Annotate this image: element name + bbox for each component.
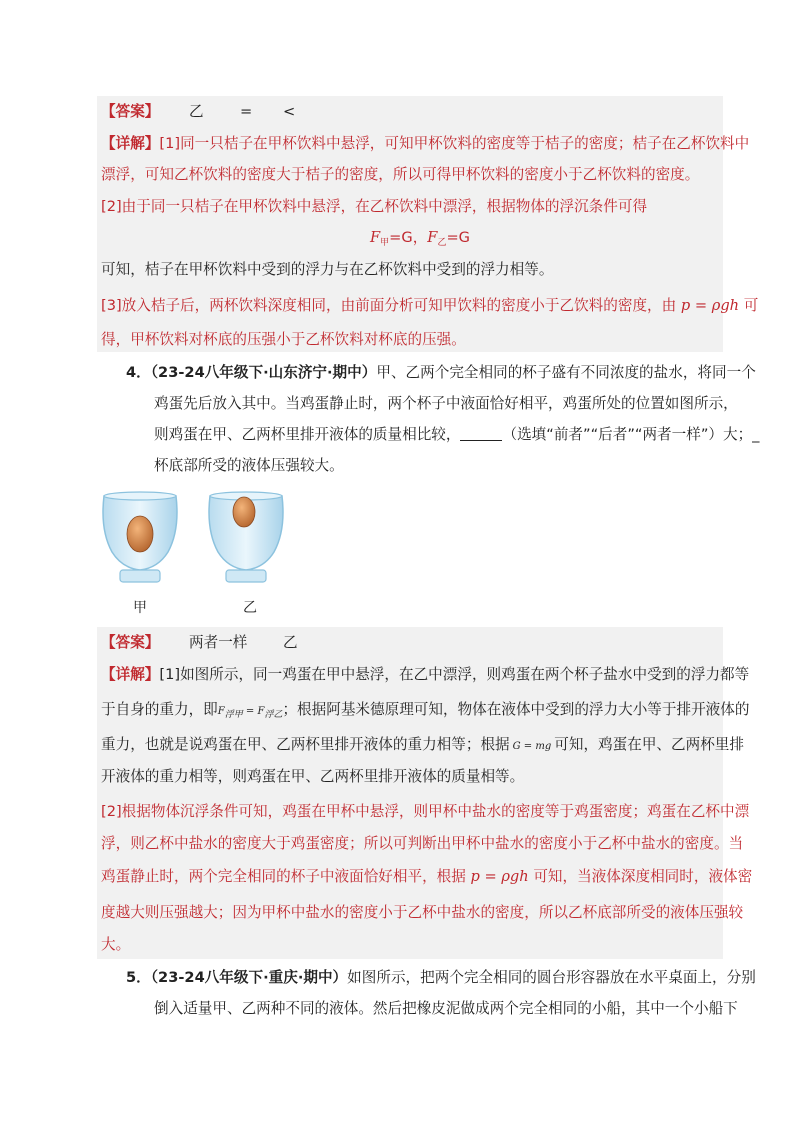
cup-a: [103, 492, 177, 582]
answer-value-3: <: [283, 103, 296, 120]
figure-egg-cups: [98, 490, 288, 590]
question-5-line-1: 5．（23-24八年级下·重庆·期中）如图所示，把两个完全相同的圆台形容器放在水平桌面上，分别: [126, 969, 756, 986]
detail2-line-4: 开液体的重力相等，则鸡蛋在甲、乙两杯里排开液体的质量相等。: [101, 768, 525, 785]
answer-tag: 【答案】: [101, 103, 160, 120]
detail2-line-7: 鸡蛋静止时，两个完全相同的杯子中液面恰好相平，根据 p = ρgh 可知，当液体深度相同时，液体密: [101, 868, 753, 885]
detail-line-1: 【详解】[1]同一只桔子在甲杯饮料中悬浮，可知甲杯饮料的密度等于桔子的密度；桔子在乙杯饮料中: [101, 135, 750, 152]
detail2-line-1: 【详解】[1]如图所示，同一鸡蛋在甲中悬浮，在乙中漂浮，则鸡蛋在两个杯子盐水中受到的浮力都等: [101, 666, 750, 683]
question-4-line-4: 杯底部所受的液体压强较大。: [154, 457, 344, 474]
question-4-line-3: 则鸡蛋在甲、乙两杯里排开液体的质量相比较， （选填“前者”“后者”“两者一样”）大；_: [154, 426, 760, 443]
detail-tag: 【详解】: [101, 135, 160, 152]
formula-buoyancy: $F_甲=G$，$F_乙=G$: [370, 229, 470, 248]
answer-line-1: [101, 102, 159, 122]
detail2-line-3: 重力，也就是说鸡蛋在甲、乙两杯里排开液体的重力相等；根据 G = mg 可知，鸡蛋在甲、乙两杯里排: [101, 736, 744, 753]
answer2-line: 【答案】: [101, 634, 160, 651]
fill-blank-1[interactable]: [460, 426, 502, 441]
detail2-line-8: 度越大则压强越大；因为甲杯中盐水的密度小于乙杯中盐水的密度，所以乙杯底部所受的液体压强较: [101, 904, 744, 921]
detail2-line-5: [2]根据物体沉浮条件可知，鸡蛋在甲杯中悬浮，则甲杯中盐水的密度等于鸡蛋密度；鸡蛋在乙杯中漂: [101, 803, 750, 820]
detail-line-6: [3]放入桔子后，两杯饮料深度相同，由前面分析可知甲饮料的密度小于乙饮料的密度，由 p = ρgh 可: [101, 297, 759, 314]
answer-value-2: =: [240, 103, 253, 120]
egg-a: [127, 516, 153, 552]
cup-b: [209, 492, 283, 582]
detail2-line-9: 大。: [101, 936, 131, 953]
answer2-value-1: 两者一样: [189, 634, 248, 651]
figure-caption-a: 甲: [133, 600, 147, 616]
egg-b: [233, 497, 255, 527]
detail2-line-2: 于自身的重力，即F浮甲 = F浮乙；根据阿基米德原理可知，物体在液体中受到的浮力大小等于排开液体的: [101, 701, 750, 720]
answer-value-1: 乙: [189, 103, 204, 120]
detail-line-3: [2]由于同一只桔子在甲杯饮料中悬浮，在乙杯饮料中漂浮，根据物体的浮沉条件可得: [101, 198, 648, 215]
answer2-value-2: 乙: [283, 634, 298, 651]
figure-caption-b: 乙: [243, 600, 257, 616]
detail-line-7: 得，甲杯饮料对杯底的压强小于乙杯饮料对杯底的压强。: [101, 331, 466, 348]
detail2-line-6: 浮，则乙杯中盐水的密度大于鸡蛋密度；所以可判断出甲杯中盐水的密度小于乙杯中盐水的密度。当: [101, 835, 744, 852]
question-4-line-1: 4．（23-24八年级下·山东济宁·期中）甲、乙两个完全相同的杯子盛有不同浓度的盐水，将同一个: [126, 364, 756, 381]
detail-line-2: 漂浮，可知乙杯饮料的密度大于桔子的密度，所以可得甲杯饮料的密度小于乙杯饮料的密度。: [101, 166, 700, 183]
question-5-line-2: 倒入适量甲、乙两种不同的液体。然后把橡皮泥做成两个完全相同的小船，其中一个小船下: [154, 1000, 738, 1017]
question-4-line-2: 鸡蛋先后放入其中。当鸡蛋静止时，两个杯子中液面恰好相平，鸡蛋所处的位置如图所示，: [154, 395, 738, 412]
detail-line-5: 可知，桔子在甲杯饮料中受到的浮力与在乙杯饮料中受到的浮力相等。: [101, 261, 554, 278]
